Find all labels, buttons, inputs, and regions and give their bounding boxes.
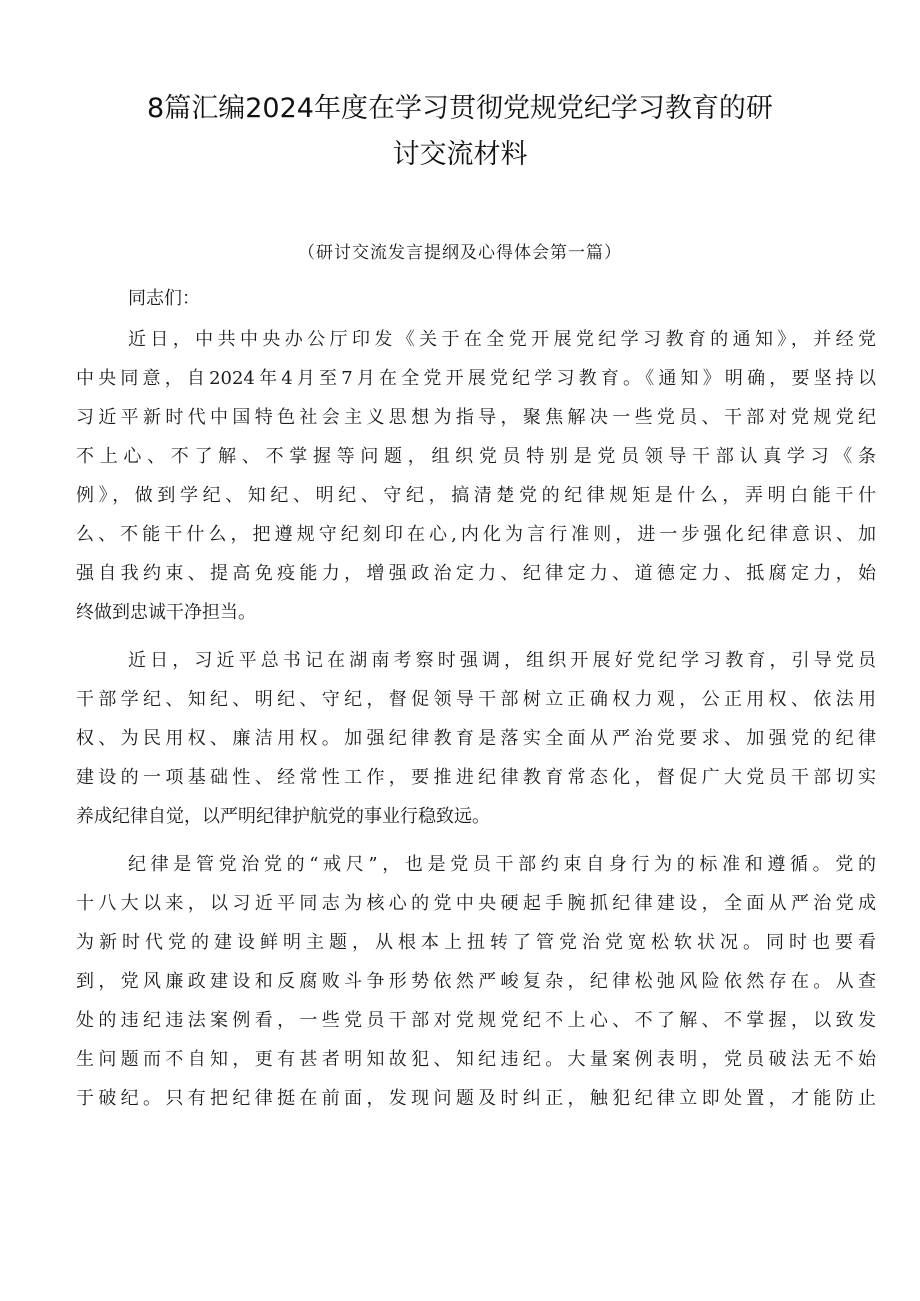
paragraph-2 <box>76 641 876 836</box>
text-line: 建设的一项基础性、经常性工作，要推进纪律教育常态化，督促广大党员干部切实 <box>76 767 876 788</box>
text-line: 十八大以来，以习近平同志为核心的党中央硬起手腕抓纪律建设，全面从严治党成 <box>76 893 876 914</box>
salutation: 同志们： <box>128 288 200 309</box>
document-title <box>60 86 860 178</box>
text-line: 干部学纪、知纪、明纪、守纪，督促领导干部树立正确权力观，公正用权、依法用 <box>76 689 876 710</box>
document-body <box>76 320 876 1127</box>
text-line: 终做到忠诚干净担当。 <box>76 602 256 623</box>
document-title-line: 8篇汇编2024年度在学习贯彻党规党纪学习教育的研 <box>147 93 773 124</box>
text-line: 强自我约束、提高免疫能力，增强政治定力、纪律定力、道德定力、抵腐定力，始 <box>76 563 876 584</box>
text-line: 么、不能干什么，把遵规守纪刻印在心,内化为言行准则，进一步强化纪律意识、加 <box>76 524 876 545</box>
text-line: 生问题而不自知，更有甚者明知故犯、知纪违纪。大量案例表明，党员破法无不始 <box>76 1049 876 1070</box>
document-title-line: 讨交流材料 <box>392 139 528 170</box>
text-line: 权、为民用权、廉洁用权。加强纪律教育是落实全面从严治党要求、加强党的纪律 <box>76 728 876 749</box>
text-line: 纪律是管党治党的“戒尺”，也是党员干部约束自身行为的标准和遵循。党的 <box>128 854 876 875</box>
text-line: 中央同意，自2024年4月至7月在全党开展党纪学习教育。《通知》明确，要坚持以 <box>76 368 876 389</box>
text-line: 习近平新时代中国特色社会主义思想为指导，聚焦解决一些党员、干部对党规党纪 <box>76 407 876 428</box>
text-line: 于破纪。只有把纪律挺在前面，发现问题及时纠正，触犯纪律立即处置，才能防止 <box>76 1088 876 1109</box>
text-line: 到，党风廉政建设和反腐败斗争形势依然严峻复杂，纪律松弛风险依然存在。从查 <box>76 971 876 992</box>
document-subtitle: （研讨交流发言提纲及心得体会第一篇） <box>298 243 622 263</box>
text-line: 养成纪律自觉，以严明纪律护航党的事业行稳致远。 <box>76 806 490 827</box>
text-line: 为新时代党的建设鲜明主题，从根本上扭转了管党治党宽松软状况。同时也要看 <box>76 932 876 953</box>
text-line: 不上心、不了解、不掌握等问题，组织党员特别是党员领导干部认真学习《条 <box>76 446 876 467</box>
paragraph-1 <box>76 320 876 632</box>
text-line: 近日，习近平总书记在湖南考察时强调，组织开展好党纪学习教育，引导党员 <box>128 650 876 671</box>
text-line: 处的违纪违法案例看，一些党员干部对党规党纪不上心、不了解、不掌握，以致发 <box>76 1010 876 1031</box>
text-line: 近日，中共中央办公厅印发《关于在全党开展党纪学习教育的通知》，并经党 <box>128 329 876 350</box>
text-line: 例》，做到学纪、知纪、明纪、守纪，搞清楚党的纪律规矩是什么，弄明白能干什 <box>76 485 876 506</box>
paragraph-3 <box>76 845 876 1118</box>
